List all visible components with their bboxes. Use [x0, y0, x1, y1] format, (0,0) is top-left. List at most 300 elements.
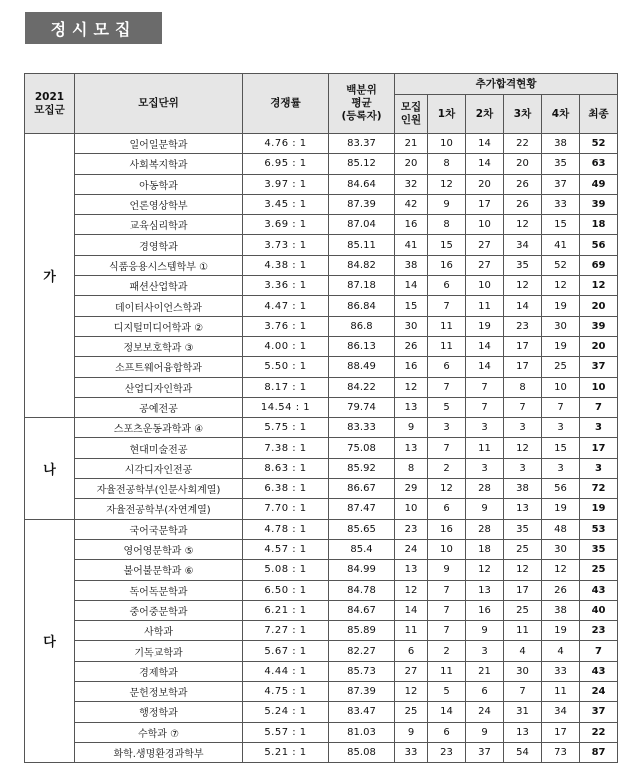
round-4-cell: 37 [542, 174, 580, 194]
quota-cell: 42 [395, 194, 428, 214]
percentile-cell: 87.04 [329, 215, 395, 235]
final-cell: 69 [580, 255, 618, 275]
percentile-cell: 84.82 [329, 255, 395, 275]
admission-table [24, 73, 618, 763]
quota-cell: 12 [395, 377, 428, 397]
competition-cell: 3.69 : 1 [243, 215, 329, 235]
unit-cell: 사회복지학과 [75, 154, 243, 174]
percentile-cell: 87.47 [329, 499, 395, 519]
header-round-2: 2차 [466, 95, 504, 134]
unit-cell: 화학.생명환경과학부 [75, 742, 243, 762]
round-2-cell: 10 [466, 215, 504, 235]
competition-cell: 4.47 : 1 [243, 296, 329, 316]
unit-cell: 수학과 ⑦ [75, 722, 243, 742]
round-3-cell: 12 [504, 438, 542, 458]
unit-cell: 현대미술전공 [75, 438, 243, 458]
unit-cell: 행정학과 [75, 702, 243, 722]
table-row [25, 438, 618, 458]
table-row [25, 742, 618, 762]
quota-cell: 30 [395, 316, 428, 336]
round-2-cell: 19 [466, 316, 504, 336]
final-cell: 63 [580, 154, 618, 174]
quota-cell: 21 [395, 134, 428, 154]
quota-cell: 41 [395, 235, 428, 255]
round-3-cell: 35 [504, 255, 542, 275]
round-4-cell: 38 [542, 600, 580, 620]
competition-cell: 7.27 : 1 [243, 621, 329, 641]
round-2-cell: 27 [466, 235, 504, 255]
round-2-cell: 21 [466, 661, 504, 681]
round-1-cell: 9 [428, 194, 466, 214]
round-2-cell: 16 [466, 600, 504, 620]
competition-cell: 5.57 : 1 [243, 722, 329, 742]
competition-cell: 4.75 : 1 [243, 682, 329, 702]
header-quota: 모집 인원 [395, 95, 428, 134]
table-row [25, 276, 618, 296]
percentile-cell: 85.65 [329, 519, 395, 539]
round-4-cell: 12 [542, 276, 580, 296]
quota-cell: 29 [395, 479, 428, 499]
round-4-cell: 3 [542, 458, 580, 478]
round-3-cell: 25 [504, 600, 542, 620]
quota-cell: 16 [395, 357, 428, 377]
table-row [25, 357, 618, 377]
quota-cell: 12 [395, 580, 428, 600]
table-row [25, 519, 618, 539]
round-2-cell: 3 [466, 458, 504, 478]
competition-cell: 5.67 : 1 [243, 641, 329, 661]
quota-cell: 24 [395, 539, 428, 559]
unit-cell: 공예전공 [75, 397, 243, 417]
round-3-cell: 8 [504, 377, 542, 397]
round-2-cell: 7 [466, 397, 504, 417]
round-1-cell: 9 [428, 560, 466, 580]
quota-cell: 33 [395, 742, 428, 762]
final-cell: 40 [580, 600, 618, 620]
percentile-cell: 87.39 [329, 682, 395, 702]
round-1-cell: 2 [428, 458, 466, 478]
table-row [25, 682, 618, 702]
round-3-cell: 20 [504, 154, 542, 174]
group-cell: 나 [25, 418, 75, 519]
competition-cell: 4.78 : 1 [243, 519, 329, 539]
round-3-cell: 7 [504, 682, 542, 702]
unit-cell: 언론영상학부 [75, 194, 243, 214]
round-1-cell: 14 [428, 702, 466, 722]
final-cell: 52 [580, 134, 618, 154]
round-2-cell: 27 [466, 255, 504, 275]
unit-cell: 데이터사이언스학과 [75, 296, 243, 316]
competition-cell: 6.38 : 1 [243, 479, 329, 499]
unit-cell: 소프트웨어융합학과 [75, 357, 243, 377]
round-4-cell: 19 [542, 499, 580, 519]
percentile-cell: 84.22 [329, 377, 395, 397]
table-row [25, 215, 618, 235]
quota-cell: 14 [395, 600, 428, 620]
unit-cell: 문헌정보학과 [75, 682, 243, 702]
round-4-cell: 73 [542, 742, 580, 762]
final-cell: 35 [580, 539, 618, 559]
table-row [25, 377, 618, 397]
percentile-cell: 84.67 [329, 600, 395, 620]
round-1-cell: 8 [428, 154, 466, 174]
round-2-cell: 18 [466, 539, 504, 559]
quota-cell: 6 [395, 641, 428, 661]
round-1-cell: 11 [428, 336, 466, 356]
competition-cell: 4.44 : 1 [243, 661, 329, 681]
table-row [25, 479, 618, 499]
percentile-cell: 82.27 [329, 641, 395, 661]
competition-cell: 4.57 : 1 [243, 539, 329, 559]
round-1-cell: 2 [428, 641, 466, 661]
round-4-cell: 33 [542, 194, 580, 214]
header-year-group: 2021 모집군 [25, 74, 75, 134]
final-cell: 12 [580, 276, 618, 296]
table-row [25, 194, 618, 214]
unit-cell: 중어중문학과 [75, 600, 243, 620]
competition-cell: 4.76 : 1 [243, 134, 329, 154]
header-final: 최종 [580, 95, 618, 134]
round-4-cell: 41 [542, 235, 580, 255]
percentile-cell: 86.84 [329, 296, 395, 316]
table-row [25, 235, 618, 255]
percentile-cell: 85.08 [329, 742, 395, 762]
round-2-cell: 28 [466, 479, 504, 499]
competition-cell: 6.50 : 1 [243, 580, 329, 600]
table-row [25, 134, 618, 154]
round-2-cell: 11 [466, 438, 504, 458]
round-2-cell: 14 [466, 154, 504, 174]
table-body [25, 134, 618, 763]
round-1-cell: 6 [428, 722, 466, 742]
round-2-cell: 12 [466, 560, 504, 580]
percentile-cell: 85.12 [329, 154, 395, 174]
unit-cell: 국어국문학과 [75, 519, 243, 539]
table-row [25, 661, 618, 681]
round-4-cell: 48 [542, 519, 580, 539]
round-2-cell: 28 [466, 519, 504, 539]
competition-cell: 5.75 : 1 [243, 418, 329, 438]
round-1-cell: 10 [428, 539, 466, 559]
final-cell: 37 [580, 702, 618, 722]
table-row [25, 296, 618, 316]
round-3-cell: 12 [504, 276, 542, 296]
final-cell: 24 [580, 682, 618, 702]
table-row [25, 539, 618, 559]
round-1-cell: 11 [428, 316, 466, 336]
round-3-cell: 12 [504, 560, 542, 580]
round-1-cell: 5 [428, 682, 466, 702]
round-4-cell: 4 [542, 641, 580, 661]
round-1-cell: 7 [428, 600, 466, 620]
round-1-cell: 7 [428, 621, 466, 641]
final-cell: 49 [580, 174, 618, 194]
unit-cell: 디지털미디어학과 ② [75, 316, 243, 336]
round-3-cell: 3 [504, 458, 542, 478]
round-2-cell: 14 [466, 357, 504, 377]
quota-cell: 20 [395, 154, 428, 174]
table-row [25, 255, 618, 275]
quota-cell: 23 [395, 519, 428, 539]
round-1-cell: 8 [428, 215, 466, 235]
round-3-cell: 12 [504, 215, 542, 235]
round-4-cell: 56 [542, 479, 580, 499]
unit-cell: 스포츠운동과학과 ④ [75, 418, 243, 438]
final-cell: 72 [580, 479, 618, 499]
unit-cell: 식품응용시스템학부 ① [75, 255, 243, 275]
round-3-cell: 31 [504, 702, 542, 722]
round-4-cell: 11 [542, 682, 580, 702]
round-4-cell: 3 [542, 418, 580, 438]
quota-cell: 13 [395, 397, 428, 417]
competition-cell: 4.00 : 1 [243, 336, 329, 356]
header-round-3: 3차 [504, 95, 542, 134]
round-4-cell: 35 [542, 154, 580, 174]
round-1-cell: 12 [428, 174, 466, 194]
unit-cell: 불어불문학과 ⑥ [75, 560, 243, 580]
percentile-cell: 85.11 [329, 235, 395, 255]
round-3-cell: 26 [504, 194, 542, 214]
round-3-cell: 13 [504, 722, 542, 742]
final-cell: 10 [580, 377, 618, 397]
round-1-cell: 7 [428, 580, 466, 600]
percentile-cell: 87.18 [329, 276, 395, 296]
unit-cell: 산업디자인학과 [75, 377, 243, 397]
table-row [25, 418, 618, 438]
percentile-cell: 83.47 [329, 702, 395, 722]
group-cell: 가 [25, 134, 75, 418]
competition-cell: 3.97 : 1 [243, 174, 329, 194]
table-row [25, 702, 618, 722]
round-3-cell: 30 [504, 661, 542, 681]
competition-cell: 3.76 : 1 [243, 316, 329, 336]
percentile-cell: 85.4 [329, 539, 395, 559]
round-4-cell: 19 [542, 336, 580, 356]
unit-cell: 자율전공학부(인문사회계열) [75, 479, 243, 499]
final-cell: 39 [580, 194, 618, 214]
unit-cell: 영어영문학과 ⑤ [75, 539, 243, 559]
final-cell: 53 [580, 519, 618, 539]
quota-cell: 25 [395, 702, 428, 722]
round-4-cell: 12 [542, 560, 580, 580]
quota-cell: 9 [395, 722, 428, 742]
table-row [25, 580, 618, 600]
round-1-cell: 10 [428, 134, 466, 154]
round-3-cell: 11 [504, 621, 542, 641]
percentile-cell: 81.03 [329, 722, 395, 742]
round-4-cell: 19 [542, 621, 580, 641]
round-1-cell: 6 [428, 357, 466, 377]
round-2-cell: 37 [466, 742, 504, 762]
round-4-cell: 30 [542, 539, 580, 559]
unit-cell: 아동학과 [75, 174, 243, 194]
round-4-cell: 15 [542, 438, 580, 458]
round-2-cell: 17 [466, 194, 504, 214]
table-row [25, 600, 618, 620]
percentile-cell: 85.73 [329, 661, 395, 681]
competition-cell: 8.63 : 1 [243, 458, 329, 478]
round-3-cell: 13 [504, 499, 542, 519]
round-1-cell: 23 [428, 742, 466, 762]
header-round-1: 1차 [428, 95, 466, 134]
quota-cell: 16 [395, 215, 428, 235]
competition-cell: 7.38 : 1 [243, 438, 329, 458]
round-1-cell: 6 [428, 499, 466, 519]
page-title: 정시모집 [25, 12, 162, 44]
competition-cell: 3.45 : 1 [243, 194, 329, 214]
table-row [25, 641, 618, 661]
round-3-cell: 35 [504, 519, 542, 539]
final-cell: 37 [580, 357, 618, 377]
unit-cell: 패션산업학과 [75, 276, 243, 296]
round-4-cell: 19 [542, 296, 580, 316]
round-2-cell: 6 [466, 682, 504, 702]
round-3-cell: 17 [504, 580, 542, 600]
table-row [25, 397, 618, 417]
percentile-cell: 86.67 [329, 479, 395, 499]
round-2-cell: 20 [466, 174, 504, 194]
table-row [25, 316, 618, 336]
round-4-cell: 10 [542, 377, 580, 397]
final-cell: 3 [580, 418, 618, 438]
table-row [25, 458, 618, 478]
quota-cell: 26 [395, 336, 428, 356]
quota-cell: 27 [395, 661, 428, 681]
group-cell: 다 [25, 519, 75, 763]
competition-cell: 3.73 : 1 [243, 235, 329, 255]
round-2-cell: 3 [466, 641, 504, 661]
round-2-cell: 10 [466, 276, 504, 296]
round-2-cell: 9 [466, 621, 504, 641]
round-2-cell: 3 [466, 418, 504, 438]
final-cell: 25 [580, 560, 618, 580]
table-row [25, 499, 618, 519]
final-cell: 7 [580, 397, 618, 417]
round-1-cell: 16 [428, 519, 466, 539]
percentile-cell: 83.33 [329, 418, 395, 438]
round-4-cell: 7 [542, 397, 580, 417]
quota-cell: 13 [395, 560, 428, 580]
unit-cell: 경영학과 [75, 235, 243, 255]
round-3-cell: 7 [504, 397, 542, 417]
quota-cell: 32 [395, 174, 428, 194]
unit-cell: 경제학과 [75, 661, 243, 681]
round-3-cell: 14 [504, 296, 542, 316]
final-cell: 39 [580, 316, 618, 336]
percentile-cell: 84.78 [329, 580, 395, 600]
round-1-cell: 7 [428, 438, 466, 458]
competition-cell: 5.24 : 1 [243, 702, 329, 722]
header-percentile: 백분위 평균 (등록자) [329, 74, 395, 134]
round-4-cell: 33 [542, 661, 580, 681]
header-round-4: 4차 [542, 95, 580, 134]
unit-cell: 일어일문학과 [75, 134, 243, 154]
competition-cell: 6.21 : 1 [243, 600, 329, 620]
round-4-cell: 34 [542, 702, 580, 722]
percentile-cell: 86.13 [329, 336, 395, 356]
percentile-cell: 75.08 [329, 438, 395, 458]
round-3-cell: 25 [504, 539, 542, 559]
round-2-cell: 13 [466, 580, 504, 600]
round-1-cell: 7 [428, 296, 466, 316]
round-4-cell: 38 [542, 134, 580, 154]
unit-cell: 시각디자인전공 [75, 458, 243, 478]
percentile-cell: 85.92 [329, 458, 395, 478]
round-4-cell: 25 [542, 357, 580, 377]
percentile-cell: 86.8 [329, 316, 395, 336]
competition-cell: 14.54 : 1 [243, 397, 329, 417]
table-row [25, 174, 618, 194]
percentile-cell: 79.74 [329, 397, 395, 417]
quota-cell: 38 [395, 255, 428, 275]
competition-cell: 8.17 : 1 [243, 377, 329, 397]
round-3-cell: 17 [504, 357, 542, 377]
table-row [25, 722, 618, 742]
competition-cell: 5.21 : 1 [243, 742, 329, 762]
round-1-cell: 3 [428, 418, 466, 438]
final-cell: 87 [580, 742, 618, 762]
quota-cell: 11 [395, 621, 428, 641]
final-cell: 43 [580, 661, 618, 681]
round-2-cell: 14 [466, 134, 504, 154]
table-row [25, 621, 618, 641]
round-2-cell: 7 [466, 377, 504, 397]
percentile-cell: 88.49 [329, 357, 395, 377]
round-1-cell: 7 [428, 377, 466, 397]
final-cell: 17 [580, 438, 618, 458]
final-cell: 19 [580, 499, 618, 519]
quota-cell: 15 [395, 296, 428, 316]
final-cell: 20 [580, 296, 618, 316]
header-extra-admission: 추가합격현황 [395, 74, 618, 95]
round-3-cell: 4 [504, 641, 542, 661]
round-3-cell: 3 [504, 418, 542, 438]
final-cell: 3 [580, 458, 618, 478]
percentile-cell: 84.64 [329, 174, 395, 194]
unit-cell: 사학과 [75, 621, 243, 641]
final-cell: 22 [580, 722, 618, 742]
final-cell: 23 [580, 621, 618, 641]
final-cell: 20 [580, 336, 618, 356]
table-row [25, 560, 618, 580]
round-1-cell: 11 [428, 661, 466, 681]
round-4-cell: 52 [542, 255, 580, 275]
competition-cell: 7.70 : 1 [243, 499, 329, 519]
percentile-cell: 87.39 [329, 194, 395, 214]
round-3-cell: 23 [504, 316, 542, 336]
competition-cell: 5.50 : 1 [243, 357, 329, 377]
final-cell: 7 [580, 641, 618, 661]
round-2-cell: 9 [466, 722, 504, 742]
quota-cell: 9 [395, 418, 428, 438]
competition-cell: 4.38 : 1 [243, 255, 329, 275]
final-cell: 56 [580, 235, 618, 255]
quota-cell: 14 [395, 276, 428, 296]
percentile-cell: 84.99 [329, 560, 395, 580]
round-1-cell: 12 [428, 479, 466, 499]
round-2-cell: 11 [466, 296, 504, 316]
quota-cell: 13 [395, 438, 428, 458]
unit-cell: 자율전공학부(자연계열) [75, 499, 243, 519]
competition-cell: 5.08 : 1 [243, 560, 329, 580]
round-3-cell: 54 [504, 742, 542, 762]
unit-cell: 기독교학과 [75, 641, 243, 661]
round-3-cell: 22 [504, 134, 542, 154]
round-1-cell: 5 [428, 397, 466, 417]
round-2-cell: 14 [466, 336, 504, 356]
percentile-cell: 83.37 [329, 134, 395, 154]
unit-cell: 독어독문학과 [75, 580, 243, 600]
